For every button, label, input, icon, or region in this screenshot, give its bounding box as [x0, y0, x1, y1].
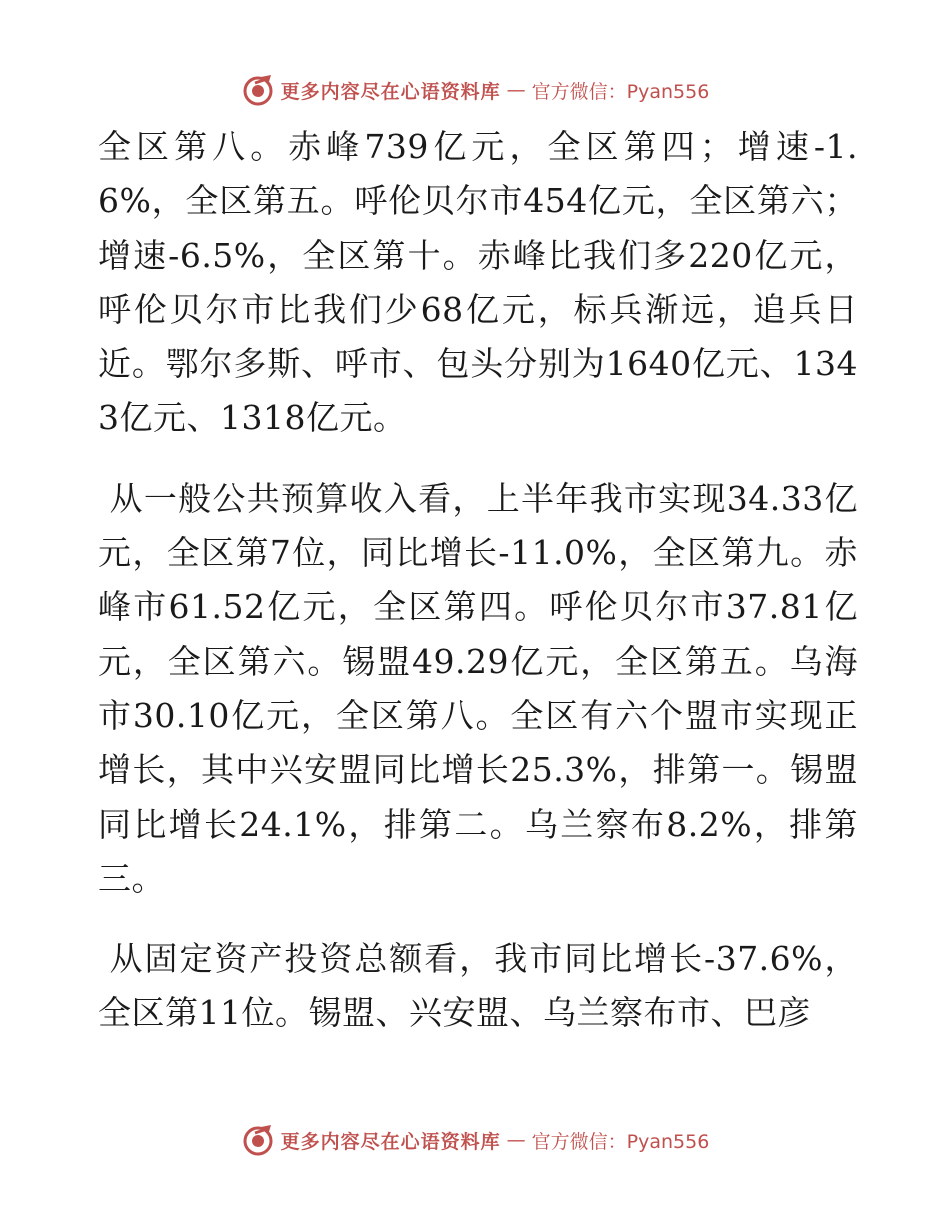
- footer-watermark: [0, 1120, 950, 1160]
- paragraph-gdp-ranking: 全区第八。赤峰739亿元，全区第四；增速-1.6%，全区第五。呼伦贝尔市454亿元，全区第六；增速-6.5%，全区第十。赤峰比我们多220亿元，呼伦贝尔市比我们少68亿元，标兵渐远，追兵日近。鄂尔多斯、呼市、包头分别为1640亿元、1343亿元、1318亿元。: [98, 127, 858, 438]
- header-watermark: [0, 70, 950, 110]
- document-body: [98, 120, 858, 1041]
- watermark-contact-text: 官方微信：Pyan556: [531, 80, 710, 103]
- paragraph-fixed-asset-investment: 从固定资产投资总额看，我市同比增长-37.6%，全区第11位。锡盟、兴安盟、乌兰察布市、巴彦: [98, 939, 858, 1033]
- pen-circle-logo-icon: [241, 73, 275, 107]
- watermark-main-text: 更多内容尽在心语资料库: [280, 80, 501, 103]
- pen-circle-logo-icon: [241, 1123, 275, 1157]
- watermark-separator: —: [506, 1129, 526, 1151]
- watermark-separator: —: [506, 79, 526, 101]
- paragraph-public-budget-revenue: 从一般公共预算收入看，上半年我市实现34.33亿元，全区第7位，同比增长-11.0%，全区第九。赤峰市61.52亿元，全区第四。呼伦贝尔市37.81亿元，全区第六。锡盟49.29亿元，全区第五。乌海市30.10亿元，全区第八。全区有六个盟市实现正增长，其中兴安盟同比增长25.3%，排第一。锡盟同比增长24.1%，排第二。乌兰察布8.2%，排第三。: [98, 478, 858, 898]
- watermark-main-text: 更多内容尽在心语资料库: [280, 1130, 501, 1153]
- watermark-contact-text: 官方微信：Pyan556: [531, 1130, 710, 1153]
